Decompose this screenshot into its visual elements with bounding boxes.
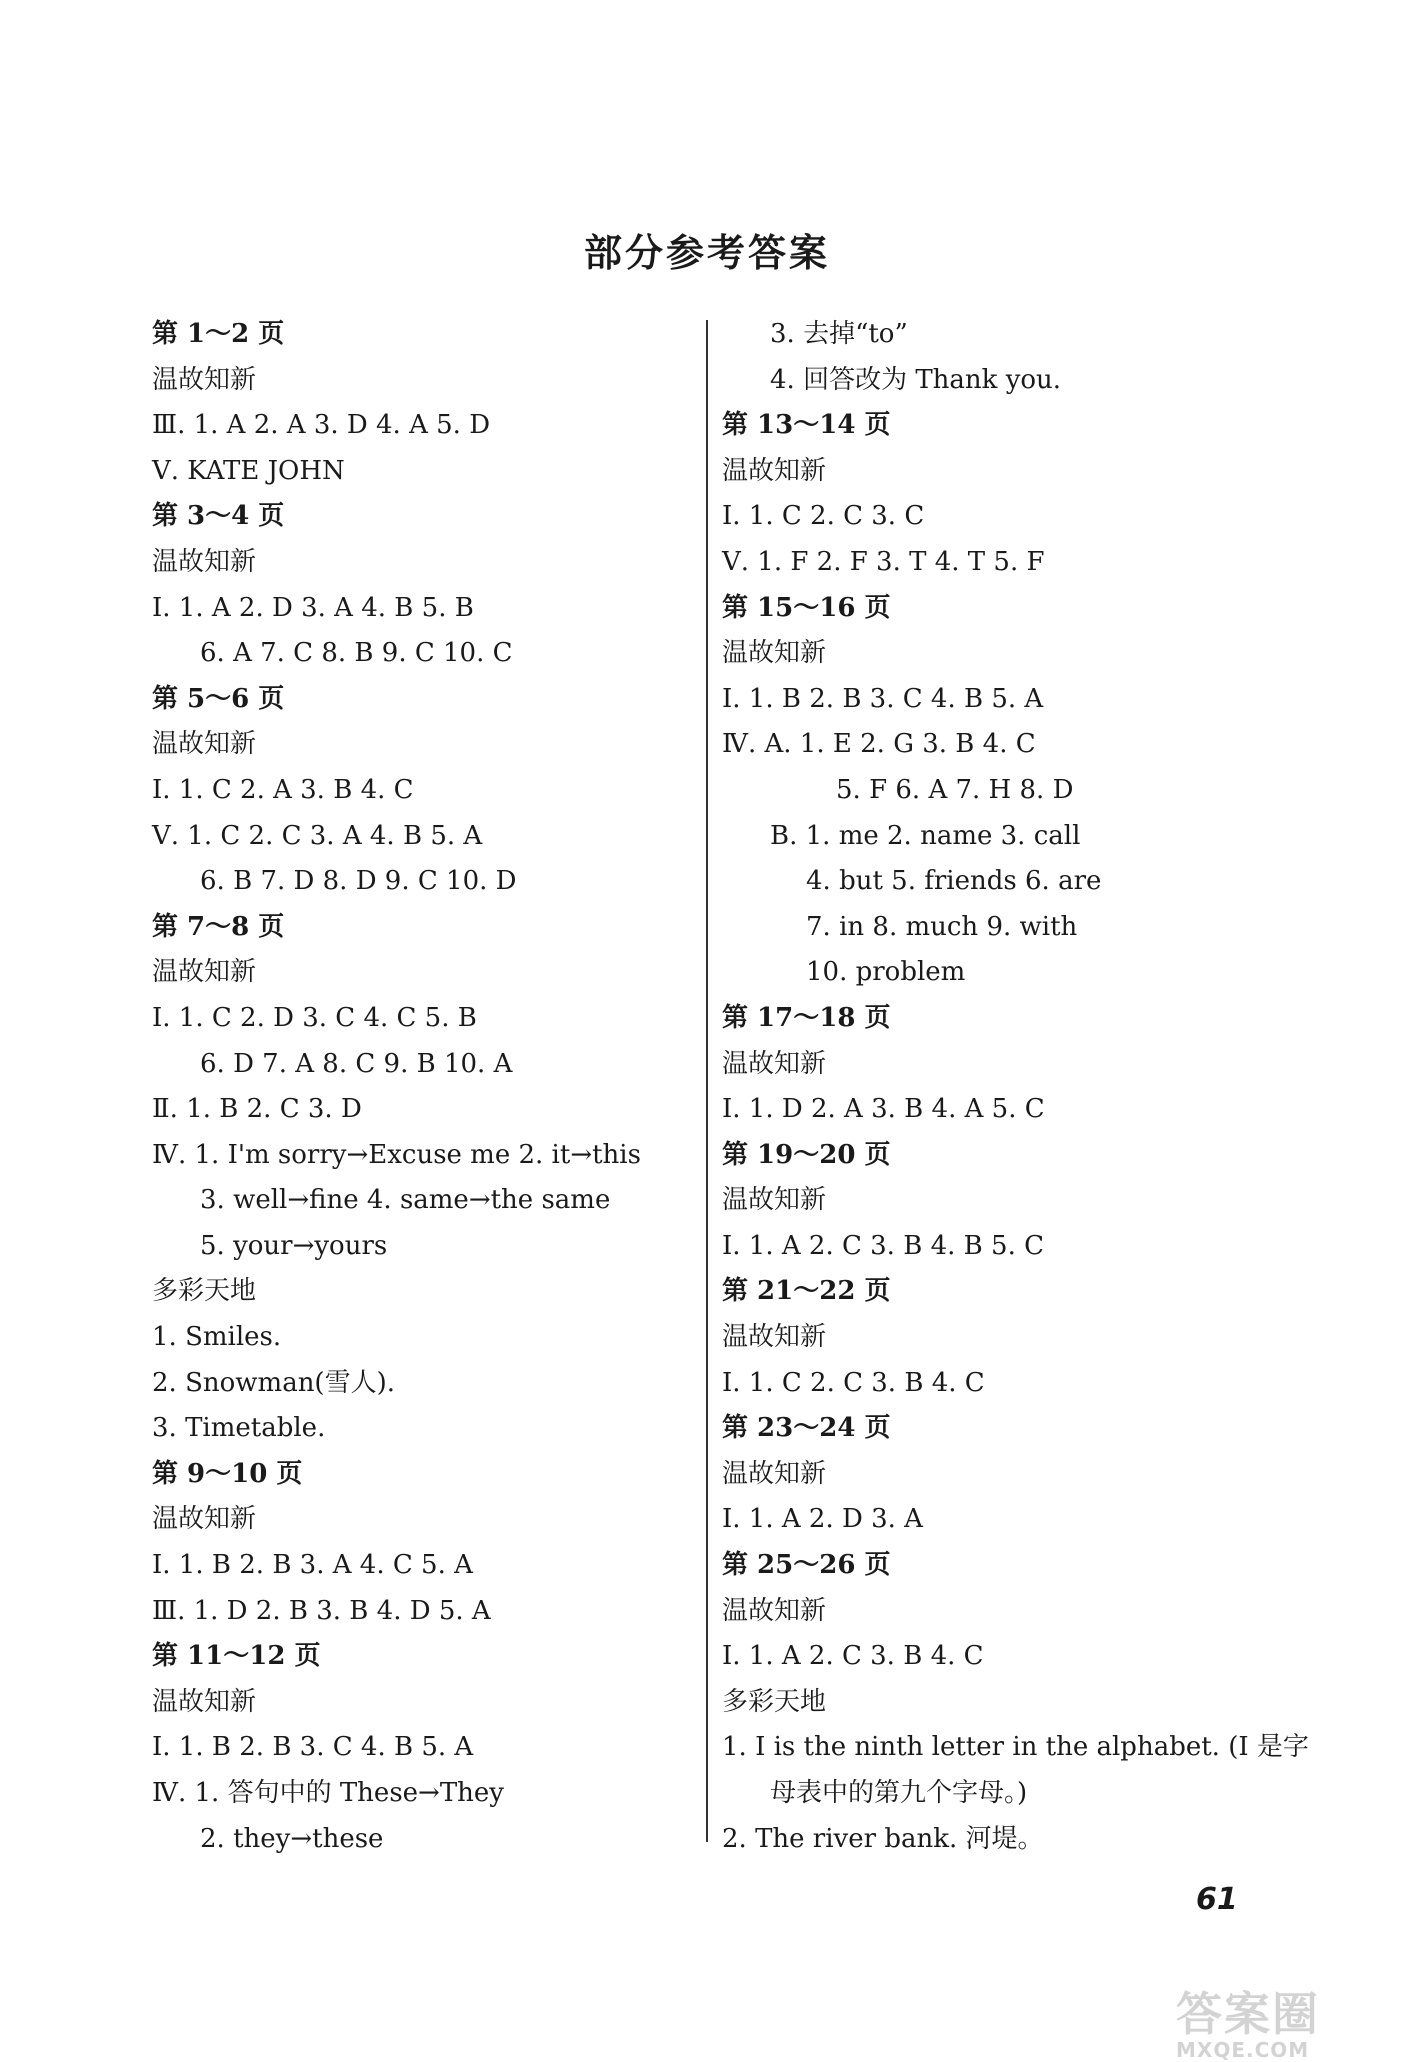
section-heading: 第 25～26 页 — [722, 1550, 891, 1581]
answer-line: 5. your→yours — [200, 1230, 388, 1261]
answer-line: Ⅰ. 1. A 2. C 3. B 4. B 5. C — [722, 1230, 1044, 1261]
section-heading: 第 11～12 页 — [152, 1641, 321, 1672]
answer-line: Ⅲ. 1. D 2. B 3. B 4. D 5. A — [152, 1595, 491, 1626]
answer-line: 温故知新 — [722, 638, 827, 669]
answer-line: 6. D 7. A 8. C 9. B 10. A — [200, 1048, 513, 1079]
answer-line: Ⅰ. 1. A 2. D 3. A 4. B 5. B — [152, 592, 474, 623]
answer-line: Ⅰ. 1. A 2. D 3. A — [722, 1504, 923, 1535]
section-heading: 第 1～2 页 — [152, 319, 285, 349]
answer-line: 温故知新 — [152, 1504, 257, 1535]
answer-line: 1. Smiles. — [152, 1322, 282, 1353]
answer-line: B. 1. me 2. name 3. call — [770, 820, 1081, 851]
answer-line: 温故知新 — [722, 1048, 827, 1079]
right-column — [722, 312, 1309, 1862]
answer-line: 2. Snowman(雪人). — [152, 1367, 395, 1398]
section-heading: 第 15～16 页 — [722, 592, 891, 623]
section-heading: 第 23～24 页 — [722, 1413, 891, 1444]
answer-line: 4. but 5. friends 6. are — [806, 866, 1102, 897]
answer-line: 4. 回答改为 Thank you. — [770, 364, 1062, 395]
answer-line: Ⅰ. 1. C 2. D 3. C 4. C 5. B — [152, 1002, 477, 1033]
answer-line: Ⅰ. 1. B 2. B 3. A 4. C 5. A — [152, 1550, 473, 1581]
section-heading: 第 3～4 页 — [152, 501, 285, 532]
answer-line: Ⅰ. 1. C 2. C 3. B 4. C — [722, 1367, 985, 1398]
answer-line: 3. well→fine 4. same→the same — [200, 1185, 611, 1216]
answer-line: 10. problem — [806, 957, 966, 988]
answer-line: Ⅳ. 1. 答句中的 These→They — [152, 1778, 504, 1808]
answer-line: 温故知新 — [722, 1458, 827, 1489]
answer-line: 2. The river bank. 河堤。 — [722, 1823, 1044, 1854]
watermark-url: MXQE.COM — [1176, 2038, 1310, 2062]
section-heading: 第 5～6 页 — [152, 683, 285, 714]
answer-line: Ⅰ. 1. C 2. C 3. C — [722, 501, 925, 532]
watermark-text: 答案圈 — [1176, 1987, 1320, 2041]
answer-line: 3. 去掉“to” — [770, 319, 908, 349]
answer-line: 3. Timetable. — [152, 1413, 326, 1444]
answer-line: 温故知新 — [722, 455, 827, 486]
answer-line: 多彩天地 — [722, 1686, 827, 1717]
answer-line: 温故知新 — [152, 1686, 257, 1717]
answer-line: 温故知新 — [152, 729, 257, 760]
answer-line: 温故知新 — [152, 546, 257, 577]
answer-line: 1. I is the ninth letter in the alphabet. (I 是字 — [722, 1732, 1309, 1763]
column-divider — [706, 320, 708, 1842]
answer-line: 温故知新 — [152, 364, 257, 395]
answer-line: Ⅲ. 1. A 2. A 3. D 4. A 5. D — [152, 410, 491, 441]
section-heading: 第 17～18 页 — [722, 1002, 891, 1033]
answer-line: 6. B 7. D 8. D 9. C 10. D — [200, 866, 517, 897]
answer-line: Ⅳ. 1. I'm sorry→Excuse me 2. it→this — [152, 1139, 641, 1170]
answer-line: 温故知新 — [722, 1185, 827, 1216]
page-title: 部分参考答案 — [583, 231, 830, 275]
answer-line: Ⅰ. 1. C 2. A 3. B 4. C — [152, 774, 414, 805]
answer-line: 5. F 6. A 7. H 8. D — [836, 774, 1074, 805]
answer-line: Ⅰ. 1. B 2. B 3. C 4. B 5. A — [152, 1732, 474, 1763]
answer-line: Ⅰ. 1. D 2. A 3. B 4. A 5. C — [722, 1094, 1045, 1125]
left-column — [152, 312, 692, 1862]
answer-line: 7. in 8. much 9. with — [806, 911, 1078, 942]
answer-line: 母表中的第九个字母。) — [770, 1778, 1028, 1808]
answer-line: Ⅴ. 1. C 2. C 3. A 4. B 5. A — [152, 820, 483, 851]
page-number: 61 — [1196, 1882, 1238, 1917]
answer-line: 2. they→these — [200, 1823, 384, 1854]
section-heading: 第 13～14 页 — [722, 410, 891, 441]
answer-line: Ⅳ. A. 1. E 2. G 3. B 4. C — [722, 729, 1036, 760]
answer-line: Ⅰ. 1. B 2. B 3. C 4. B 5. A — [722, 683, 1044, 714]
watermark-logo — [1176, 1978, 1406, 2062]
answer-line: Ⅰ. 1. A 2. C 3. B 4. C — [722, 1641, 984, 1672]
answer-line: Ⅴ. 1. F 2. F 3. T 4. T 5. F — [722, 546, 1045, 577]
answer-line: Ⅱ. 1. B 2. C 3. D — [152, 1094, 362, 1125]
section-heading: 第 19～20 页 — [722, 1139, 891, 1170]
answer-line: 温故知新 — [722, 1322, 827, 1353]
answer-line: 多彩天地 — [152, 1276, 257, 1307]
answer-line: 6. A 7. C 8. B 9. C 10. C — [200, 638, 513, 669]
answer-line: 温故知新 — [722, 1595, 827, 1626]
section-heading: 第 9～10 页 — [152, 1458, 303, 1489]
section-heading: 第 7～8 页 — [152, 911, 285, 942]
answer-line: Ⅴ. KATE JOHN — [152, 455, 345, 486]
section-heading: 第 21～22 页 — [722, 1276, 891, 1307]
answer-line: 温故知新 — [152, 957, 257, 988]
